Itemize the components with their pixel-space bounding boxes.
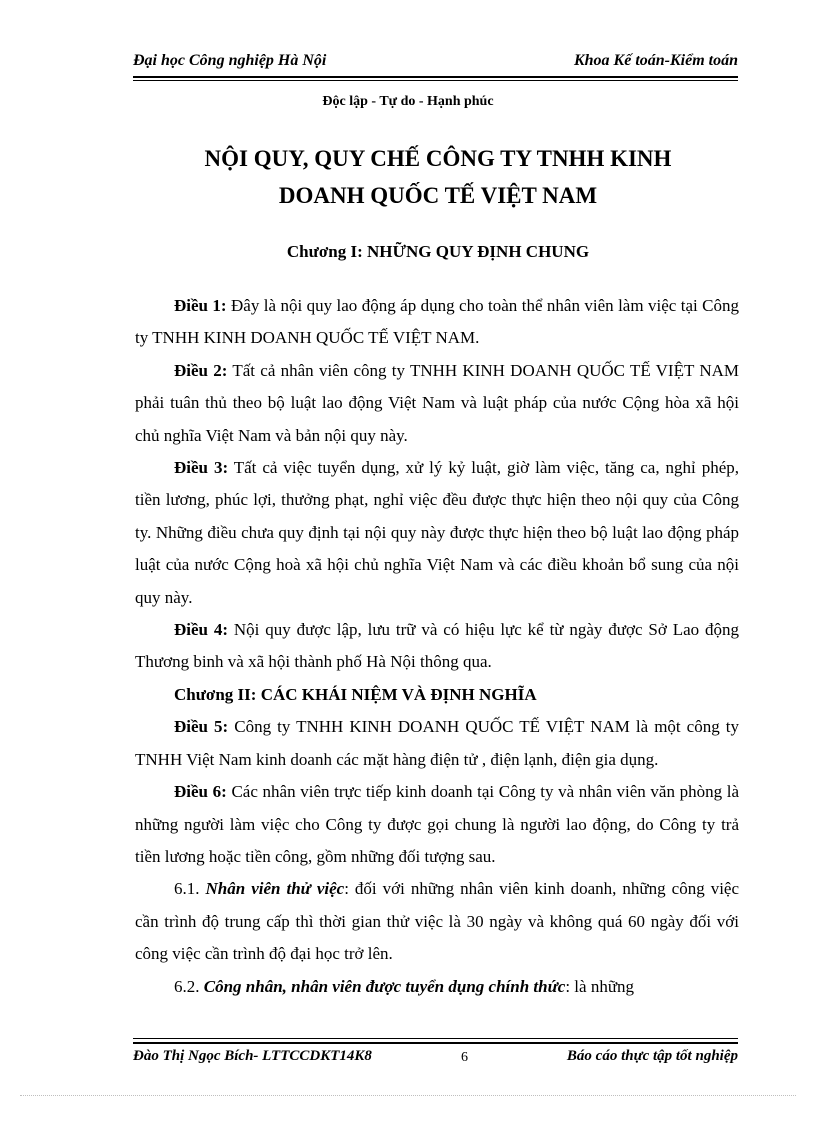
clause-6-2-number: 6.2. xyxy=(174,976,204,996)
page-header xyxy=(133,50,738,76)
article-2-label: Điều 2: xyxy=(174,360,228,380)
article-4-text: Nội quy được lập, lưu trữ và có hiệu lực kể từ ngày được Sở Lao động Thương binh và xã hội thành phố Hà Nội thông qua. xyxy=(135,620,739,672)
page-number: 6 xyxy=(461,1050,468,1065)
article-6-label: Điều 6: xyxy=(174,782,227,802)
chapter-2-heading: Chương II: CÁC KHÁI NIỆM VÀ ĐỊNH NGHĨA xyxy=(174,684,537,704)
title-line-1: NỘI QUY, QUY CHẾ CÔNG TY TNHH KINH xyxy=(204,146,672,171)
header-faculty: Khoa Kế toán-Kiểm toán xyxy=(573,52,738,69)
article-1-label: Điều 1: xyxy=(174,296,227,315)
clause-6-2-label: Công nhân, nhân viên được tuyển dụng chính thức xyxy=(203,976,566,996)
article-6-text: Các nhân viên trực tiếp kinh doanh tại Công ty và nhân viên văn phòng là những người làm việc cho Công ty được gọi chung là người lao động, do Công ty trả tiền lương hoặc tiền công, gồm những đối tượng sau. xyxy=(135,782,739,866)
footer-rule-thin xyxy=(133,1038,738,1039)
footer-author: Đào Thị Ngọc Bích- LTTCCDKT14K8 xyxy=(133,1048,372,1064)
motto: Độc lập - Tự do - Hạnh phúc xyxy=(322,94,494,109)
article-4 xyxy=(135,614,739,679)
chapter-1-heading: Chương I: NHỮNG QUY ĐỊNH CHUNG xyxy=(286,242,590,261)
clause-6-2-text: : là những xyxy=(565,976,635,996)
clause-6-1-label: Nhân viên thử việc xyxy=(205,879,345,899)
article-2 xyxy=(135,355,739,452)
page-break-dotted-line xyxy=(20,1095,796,1096)
clause-6-2 xyxy=(135,971,739,1003)
article-6 xyxy=(135,776,739,873)
article-3-label: Điều 3: xyxy=(174,458,229,478)
header-university: Đại học Công nghiệp Hà Nội xyxy=(133,52,327,69)
page-title xyxy=(120,140,756,214)
footer-report-title: Báo cáo thực tập tốt nghiệp xyxy=(566,1048,738,1064)
article-4-label: Điều 4: xyxy=(174,620,229,640)
article-2-text: Tất cả nhân viên công ty TNHH KINH DOANH QUỐC TẾ VIỆT NAM phải tuân thủ theo bộ luật lao động Việt Nam và luật pháp của nước Cộng hòa xã hội chủ nghĩa Việt Nam và bản nội quy này. xyxy=(135,360,739,445)
article-5-label: Điều 5: xyxy=(174,717,229,737)
clause-6-1 xyxy=(135,873,739,970)
header-rule-thin xyxy=(133,80,738,81)
article-3 xyxy=(135,452,739,614)
document-body xyxy=(135,290,739,1003)
footer-rule-thick xyxy=(133,1042,738,1044)
article-3-text: Tất cả việc tuyển dụng, xử lý kỷ luật, giờ làm việc, tăng ca, nghỉ phép, tiền lương, phúc lợi, thưởng phạt, nghỉ việc đều được thực hiện theo nội quy của Công ty. Những điều chưa quy định tại nội quy này được thực hiện theo bộ luật lao động pháp luật của nước Cộng hoà xã hội chủ nghĩa Việt Nam và các điều khoản bổ sung của nội quy này. xyxy=(135,458,739,607)
article-5 xyxy=(135,711,739,776)
title-line-2: DOANH QUỐC TẾ VIỆT NAM xyxy=(278,183,598,208)
header-rule-thick xyxy=(133,76,738,78)
clause-6-1-text: : đối với những nhân viên kinh doanh, những công việc cần trình độ trung cấp thì thời gian thử việc là 30 ngày và không quá 60 ngày đối với công việc cần trình độ đại học trở lên. xyxy=(135,879,740,964)
article-1-text: Đây là nội quy lao động áp dụng cho toàn thể nhân viên làm việc tại Công ty TNHH KINH DOANH QUỐC TẾ VIỆT NAM. xyxy=(135,296,739,348)
page-footer xyxy=(133,1048,738,1072)
clause-6-1-number: 6.1. xyxy=(174,879,206,899)
article-1 xyxy=(135,290,739,355)
article-5-text: Công ty TNHH KINH DOANH QUỐC TẾ VIỆT NAM là một công ty TNHH Việt Nam kinh doanh các mặt hàng điện tử , điện lạnh, điện gia dụng. xyxy=(135,717,739,769)
